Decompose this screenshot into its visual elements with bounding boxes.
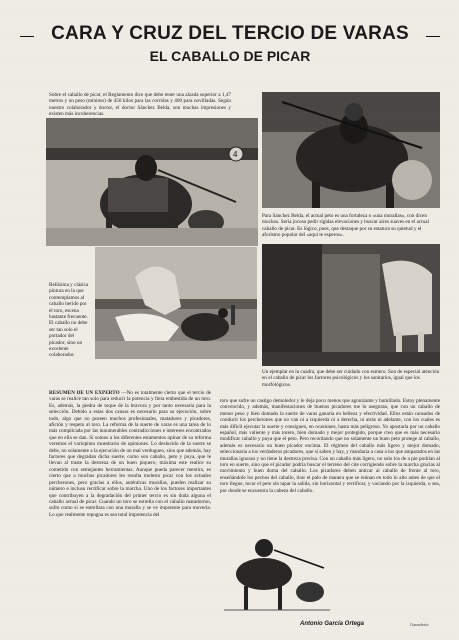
painting-image [95,247,257,359]
sketch-image [214,518,336,614]
article-col1-text: —No es totalmente cierto que el tercio de varas se realice tan solo para reducir la potencia y fiera embestida de un toro. Es, además, la piedra de toque de la bravura y por tanto necesaria para la selección. Debido a estas dos causas es necesario para su ejecución, sobre todo, algo que no poseen muchos profesionales, matadores y picadores, afición y respeto al toro. La reforma de la suerte de varas es una tarea de lo más complicada por las innumerables contradicciones e intereses encontrados que en ella se dan. Si somos a los diferentes estamentos opinar de su reforma veremos el variopinto muestrario de opiniones. Lo deslucido de la suerte se debe, no solamente a la ejecución de un mal verdugueo, sino que además, hay factores que degradan dicha suerte, como son caballo, peto y puya, que le llevan al traste la destreza de un buen piquero, máxima este realice su cometido con semejantes herramientas. Aunque pueda parecer mentira, es cierto que a muchos picadores les resulta molesto picar con los actuales percherones, pero gracias a ellos, auténticas murallas, pueden realizar su número e incluso rectificar sobre la marcha. Uno de los factores importantes que contribuyen a la degradación del primer tercio es sin duda alguna el caballo actual de picar. Cuando un toro se estrella con el caballo matadormo, sufre como si se estrellara con una muralla y se ve impotente para moverla. Lo que realmente repugna es sea total impotencia del [49,390,211,518]
photo-painting [95,247,257,359]
stable-image [262,244,440,366]
footnote-text: Ganadería [410,622,429,627]
picador-ring-image [46,118,258,246]
picador-horse-image [262,92,440,208]
sketch-illustration [214,518,336,614]
article-subtitle: EL CABALLO DE PICAR [149,48,311,64]
article-column-1 [49,390,211,518]
caption-left: Bellísima y clásica pintura en la que contemplamos al caballo herido por el toro, escena bastante frecuente. El caballo no debe ser tan solo el portador del picador, sino un excelente colaborador. [49,282,89,359]
headline-block [20,24,440,65]
author-signature: Antonio García Ortega [300,621,365,627]
photo-stable [262,244,440,366]
caption-right: Para Sánchez Belda, el actual peto es una fortaleza o «una murallas», con dicen muchos. Sería jocoso pedir rígidas elevaciones y buscar aires suaves en el actual caballo de picar. Es lógico, pues, que destaque por su estatura su quietud y el aforismo popular del «aquí te esperos». [262,213,429,239]
caption-bottom-right: Un ejemplar en la cuadra, que debe ser cuidado con esmero. Son de especial atención en el caballo de picar los factores psicológicos y los sanitarios, igual que los morfológicos. [262,369,440,388]
svg-text:4: 4 [233,150,238,159]
photo-picador-ring [46,118,258,246]
article-title: CARA Y CRUZ DEL TERCIO DE VARAS [51,23,409,44]
photo-picador-horse [262,92,440,208]
article-heading: RESUMEN DE UN EXPERTO [49,390,120,396]
article-column-2: toro que sufre un castigo demoledor y le deja poco menos que agonizante y humillado. Estoy plenamente convencido, y además, manifestaciones de buenos picadores me lo aseguran, que con un caballo de menor peso y bien domado la suerte de varas ganaría en belleza y efectividad. Ellos están cansados de conducir los percherones que no van ni a izquierda ni a derecha, ni atrás ni adelante, con los cuales es más difícil ejecutar la suerte y consiguen, en ocasiones, hasta más peligroso. Yo apostaría por un caballo español, más valiente y más torero, bien domado y mejor protegido, porque creo que es más necesario modificar caballo y puya que el peto. Pero recordando que no solamente un buen peto protege al caballo, además es necesario un buen picador encima. El régimen del caballo más ligero y mejor domado, seleccionaría a los verdaderos picadores, que sí saben y hay, y mandaría a casa a los que amparados en las murallas ignoran y no tiene la destreza precisa. Con un caballo más ligero, no solo los de a pie podrían al toro en suerte, sino que el picador podría buscar el terreno del cite corrigiendo sobre la marcha gracias al movimiento y buen doma del caballo. Los picadores deben anticar al caballo de frente al toro, enseñándole los pechos del caballo, tirar el palo de manera que se reúnan en todo lo alto antes de que el toro llegue, tocar el peto sin tapar la salida, sin horizontal y rectificar, y vaciando por la izquierda, o sea, por donde se encuentra la cabeza del caballo. [220,398,440,494]
intro-text: Sobre el caballo de picar, el Reglamento dice que debe tener una alzada superior a 1,47 metros y un peso (mínimo) de 450 kilos para las corridas y 400 para novilladas. Según nuestro colaborador y doctor, el doctor Sánchez Belda, son muchas impresiones y existen más incoherencias. [49,92,231,118]
